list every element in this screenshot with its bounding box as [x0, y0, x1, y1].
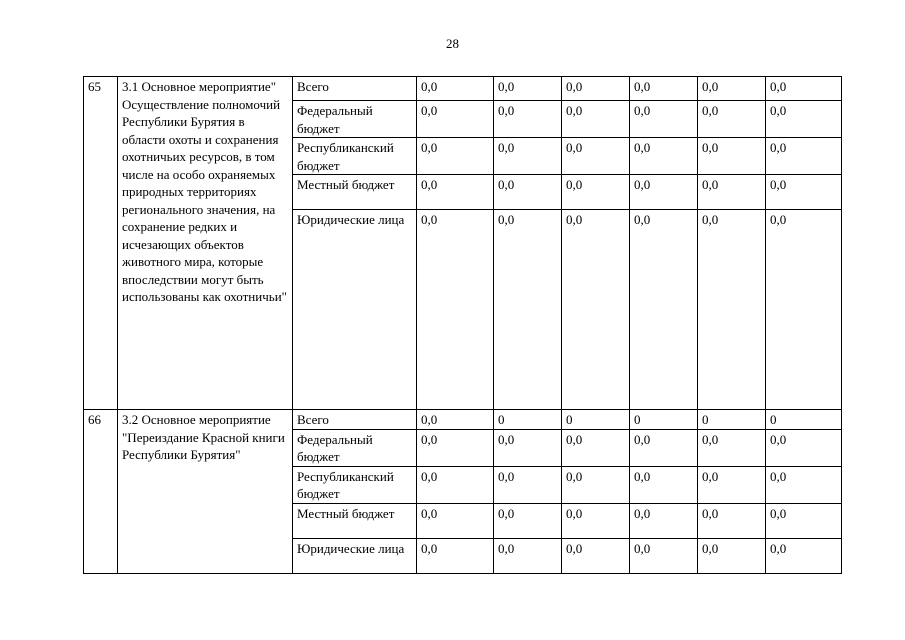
table-cell: 0,0: [766, 466, 842, 503]
table-cell: 0,0: [494, 77, 562, 101]
table-cell: 0,0: [630, 466, 698, 503]
funding-source: Федеральный бюджет: [293, 429, 417, 466]
funding-source: Федеральный бюджет: [293, 101, 417, 138]
table-cell: 0,0: [494, 503, 562, 538]
funding-source: Всего: [293, 77, 417, 101]
table-cell: 0,0: [417, 77, 494, 101]
table-cell: 0,0: [562, 503, 630, 538]
table-cell: 0,0: [494, 101, 562, 138]
table-cell: 0,0: [698, 138, 766, 175]
table-cell: 0,0: [766, 101, 842, 138]
table-cell: 0,0: [698, 101, 766, 138]
table-cell: 0,0: [494, 175, 562, 210]
table-cell: 0,0: [417, 538, 494, 573]
table-cell: 0,0: [766, 538, 842, 573]
table-cell: 0,0: [494, 429, 562, 466]
table-cell: 0,0: [766, 77, 842, 101]
table-cell: 0,0: [766, 429, 842, 466]
table-cell: 0,0: [417, 466, 494, 503]
table-cell: 0,0: [630, 429, 698, 466]
table-cell: 0,0: [494, 138, 562, 175]
funding-source: Местный бюджет: [293, 175, 417, 210]
funding-source: Юридические лица: [293, 210, 417, 410]
table-row: [84, 410, 842, 430]
table-cell: 0,0: [766, 175, 842, 210]
table-cell: 0,0: [417, 138, 494, 175]
table-cell: 0,0: [562, 538, 630, 573]
table-cell: 0: [562, 410, 630, 430]
table-cell: 0,0: [766, 210, 842, 410]
table-cell: 0,0: [494, 210, 562, 410]
row-number: 66: [84, 410, 118, 574]
table-cell: 0,0: [698, 77, 766, 101]
table-cell: 0,0: [562, 77, 630, 101]
funding-source: Всего: [293, 410, 417, 430]
table-cell: 0,0: [630, 210, 698, 410]
table-cell: 0,0: [417, 410, 494, 430]
table-cell: 0,0: [417, 101, 494, 138]
table-cell: 0,0: [417, 210, 494, 410]
table-cell: 0,0: [562, 466, 630, 503]
table-cell: 0,0: [562, 429, 630, 466]
page-number: 28: [446, 36, 459, 51]
table-cell: 0,0: [417, 175, 494, 210]
table-cell: 0,0: [417, 503, 494, 538]
row-number: 65: [84, 77, 118, 410]
table-cell: 0,0: [630, 503, 698, 538]
table-cell: 0,0: [417, 429, 494, 466]
table-cell: 0,0: [630, 175, 698, 210]
table-cell: 0,0: [698, 466, 766, 503]
table-cell: 0,0: [562, 175, 630, 210]
table-row: [84, 77, 842, 101]
table-cell: 0,0: [698, 210, 766, 410]
table-cell: 0,0: [494, 466, 562, 503]
table-cell: 0,0: [562, 101, 630, 138]
table-cell: 0: [630, 410, 698, 430]
budget-table: [83, 76, 842, 574]
table-cell: 0: [494, 410, 562, 430]
funding-source: Местный бюджет: [293, 503, 417, 538]
table-cell: 0: [698, 410, 766, 430]
table-cell: 0,0: [698, 175, 766, 210]
activity-name: 3.2 Основное мероприятие "Переиздание Красной книги Республики Бурятия": [118, 410, 293, 574]
table-cell: 0,0: [698, 429, 766, 466]
table-cell: 0,0: [698, 538, 766, 573]
table-cell: 0,0: [562, 210, 630, 410]
table-cell: 0,0: [562, 138, 630, 175]
table-cell: 0,0: [494, 538, 562, 573]
table-cell: 0,0: [630, 138, 698, 175]
table-cell: 0: [766, 410, 842, 430]
activity-name: 3.1 Основное мероприятие" Осуществление полномочий Республики Бурятия в области охоты и сохранения охотничьих ресурсов, в том числе на особо охраняемых природных территориях регионального значения, на сохранение редких и исчезающих объектов животного мира, которые впоследствии могут быть использованы как охотничьи": [118, 77, 293, 410]
table-cell: 0,0: [766, 138, 842, 175]
table-cell: 0,0: [630, 101, 698, 138]
funding-source: Республиканский бюджет: [293, 138, 417, 175]
table-cell: 0,0: [766, 503, 842, 538]
funding-source: Юридические лица: [293, 538, 417, 573]
table-cell: 0,0: [630, 77, 698, 101]
funding-source: Республиканский бюджет: [293, 466, 417, 503]
table-cell: 0,0: [698, 503, 766, 538]
table-cell: 0,0: [630, 538, 698, 573]
